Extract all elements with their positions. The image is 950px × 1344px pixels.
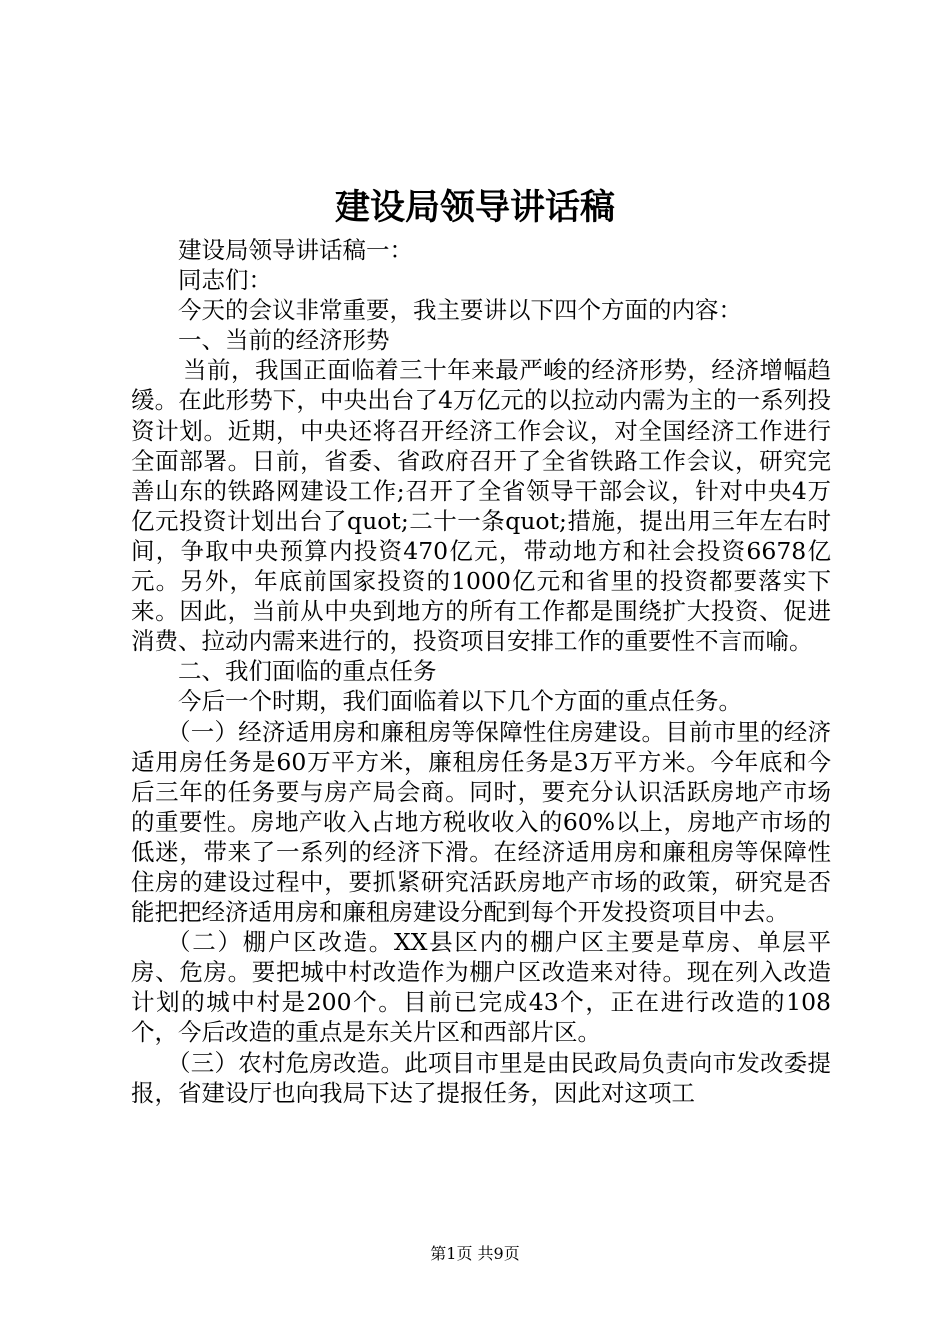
paragraph-salutation: 同志们： xyxy=(178,266,272,295)
paragraph-meeting-intro: 今天的会议非常重要，我主要讲以下四个方面的内容： xyxy=(178,296,742,325)
paragraph-heading-intro: 建设局领导讲话稿一： xyxy=(178,236,413,264)
paragraph-economic-situation: 当前，我国正面临着三十年来最严峻的经济形势，经济增幅趋缓。在此形势下，中央出台了4万亿元的以拉动内需为主的一系列投资计划。近期，中央还将召开经济工作会议，对全国经济工作进行全面部署。日前，省委、省政府召开了全省铁路工作会议，研究完善山东的铁路网建设工作;召开了全省领导干部会议，针对中央4万亿元投资计划出台了quot;二十一条quot;措施，提出用三年左右时间，争取中央预算内投资470亿元，带动地方和社会投资6678亿元。另外，年底前国家投资的1000亿元和省里的投资都要落实下来。因此，当前从中央到地方的所有工作都是围绕扩大投资、促进消费、拉动内需来进行的，投资项目安排工作的重要性不言而喻。 xyxy=(131,356,831,656)
section-heading-economic-situation: 一、当前的经济形势 xyxy=(178,326,390,355)
paragraph-task-rural-housing: （三）农村危房改造。此项目市里是由民政局负责向市发改委提报，省建设厅也向我局下达了提报任务，因此对这项工 xyxy=(131,1048,831,1107)
paragraph-task-affordable-housing: （一）经济适用房和廉租房等保障性住房建设。目前市里的经济适用房任务是60万平方米，廉租房任务是3万平方米。今年底和今后三年的任务要与房产局会商。同时，要充分认识活跃房地产市场的重要性。房地产收入占地方税收收入的60%以上，房地产市场的低迷，带来了一系列的经济下滑。在经济适用房和廉租房等保障性住房的建设过程中，要抓紧研究活跃房地产市场的政策，研究是否能把把经济适用房和廉租房建设分配到每个开发投资项目中去。 xyxy=(131,717,831,927)
section-heading-key-tasks: 二、我们面临的重点任务 xyxy=(178,657,437,686)
document-body xyxy=(131,235,831,1108)
paragraph-task-shantytown: （二）棚户区改造。XX县区内的棚户区主要是草房、单层平房、危房。要把城中村改造作为棚户区改造来对待。现在列入改造计划的城中村是200个。目前已完成43个，正在进行改造的108个，今后改造的重点是东关片区和西部片区。 xyxy=(131,928,831,1047)
document-title: 建设局领导讲话稿 xyxy=(334,187,615,228)
paragraph-key-tasks-intro: 今后一个时期，我们面临着以下几个方面的重点任务。 xyxy=(178,687,742,716)
page-footer: 第1页 共9页 xyxy=(430,1244,520,1263)
